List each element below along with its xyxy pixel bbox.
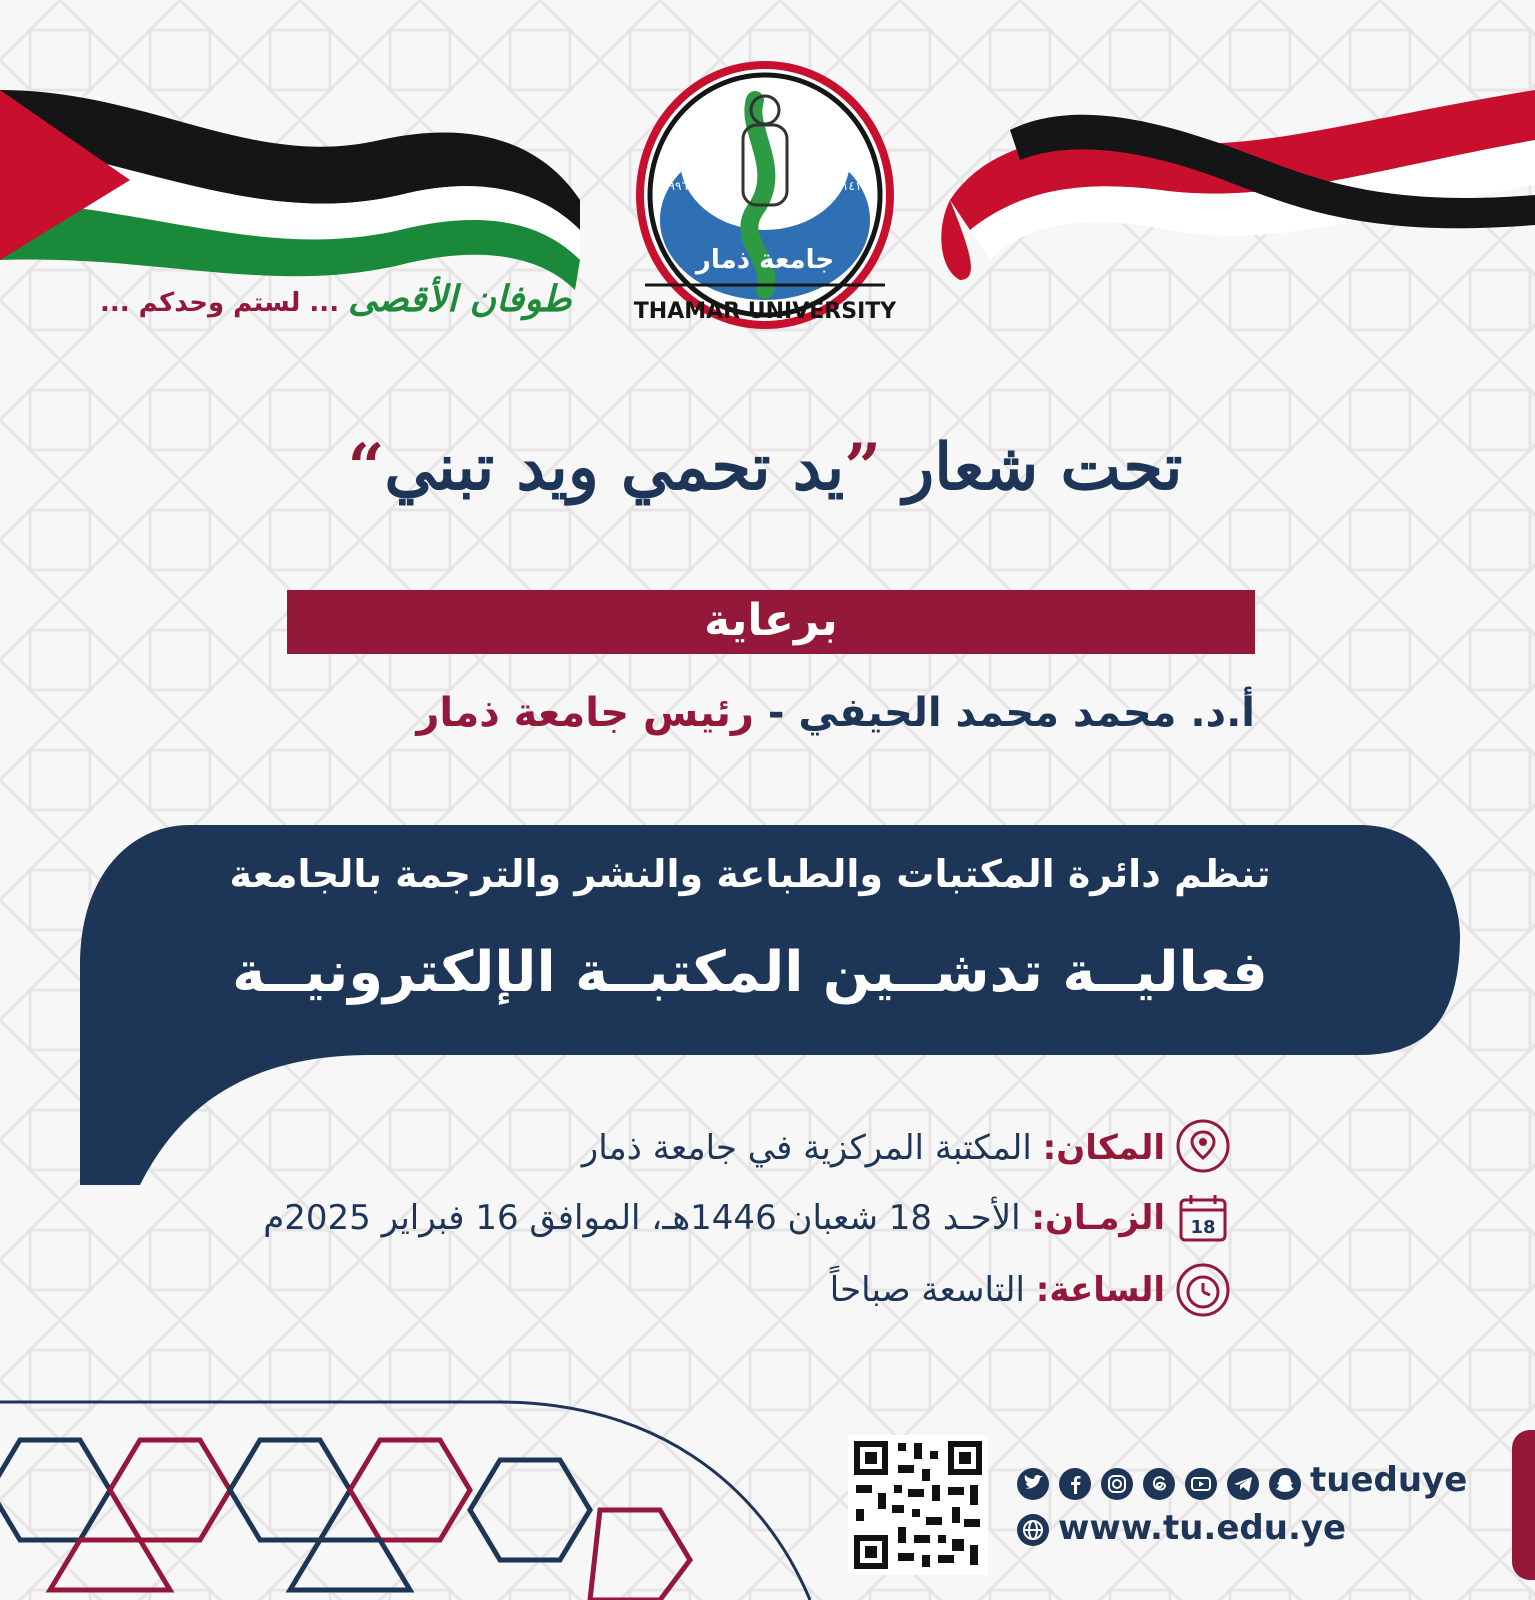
event-title: فعاليــة تدشــين المكتبــة الإلكترونيــة xyxy=(232,940,1268,1005)
facebook-icon[interactable] xyxy=(1057,1466,1093,1502)
seal-university-name-en: THAMAR UNIVERSITY xyxy=(633,299,897,324)
seal-university-name-ar: جامعة ذمار xyxy=(695,245,835,275)
calendar-day: 18 xyxy=(1190,1217,1216,1238)
slogan-prefix: تحت شعار xyxy=(903,430,1183,505)
palestine-flag xyxy=(0,80,600,300)
time-label: الساعة: xyxy=(1035,1270,1165,1310)
youtube-icon[interactable] xyxy=(1183,1466,1219,1502)
footer-pattern xyxy=(0,1400,820,1600)
slogan-quote-open: ” xyxy=(844,430,881,505)
campaign-tag xyxy=(100,278,572,320)
social-handle[interactable]: tueduye xyxy=(1310,1460,1468,1500)
detail-time xyxy=(830,1270,1165,1310)
seal-year-gregorian: ١٩٩٦ xyxy=(662,179,688,193)
campaign-tag-main: طوفان الأقصى xyxy=(348,278,572,320)
slogan xyxy=(300,430,1230,505)
globe-icon xyxy=(1015,1512,1051,1548)
detail-place xyxy=(582,1128,1165,1168)
patron-role: رئيس جامعة ذمار xyxy=(416,690,754,736)
patron-name: أ.د. محمد محمد الحيفي xyxy=(798,690,1255,736)
date-value: الأحـد 18 شعبان 1446هـ، الموافق 16 فبراير 2025م xyxy=(263,1198,1021,1238)
twitter-icon[interactable] xyxy=(1015,1466,1051,1502)
patron-line xyxy=(287,690,1255,736)
place-label: المكان: xyxy=(1042,1128,1165,1168)
campaign-tag-suffix: ... لستم وحدكم ... xyxy=(100,288,340,318)
location-icon xyxy=(1175,1118,1231,1174)
qr-code xyxy=(848,1435,988,1575)
date-label: الزمـان: xyxy=(1031,1198,1165,1238)
organizer-text: تنظم دائرة المكتبات والطباعة والنشر والترجمة بالجامعة xyxy=(229,852,1271,896)
snapchat-icon[interactable] xyxy=(1267,1466,1303,1502)
clock-icon xyxy=(1175,1262,1231,1318)
social-icons xyxy=(1015,1466,1303,1502)
telegram-icon[interactable] xyxy=(1225,1466,1261,1502)
edge-accent xyxy=(1512,1430,1535,1580)
website-link[interactable]: www.tu.edu.ye xyxy=(1058,1508,1347,1548)
slogan-text: يد تحمي ويد تبني xyxy=(384,430,845,505)
university-seal xyxy=(615,50,915,340)
patron-separator: - xyxy=(753,690,799,736)
calendar-icon xyxy=(1175,1190,1231,1246)
instagram-icon[interactable] xyxy=(1099,1466,1135,1502)
threads-icon[interactable] xyxy=(1141,1466,1177,1502)
time-value: التاسعة صباحاً xyxy=(829,1270,1025,1310)
yemen-flag xyxy=(930,80,1535,280)
detail-date xyxy=(263,1198,1165,1238)
seal-year-hijri: ١٤١٧ xyxy=(842,179,868,193)
place-value: المكتبة المركزية في جامعة ذمار xyxy=(581,1128,1032,1168)
patronage-label: برعاية xyxy=(287,590,1255,654)
slogan-quote-close: “ xyxy=(347,430,385,505)
